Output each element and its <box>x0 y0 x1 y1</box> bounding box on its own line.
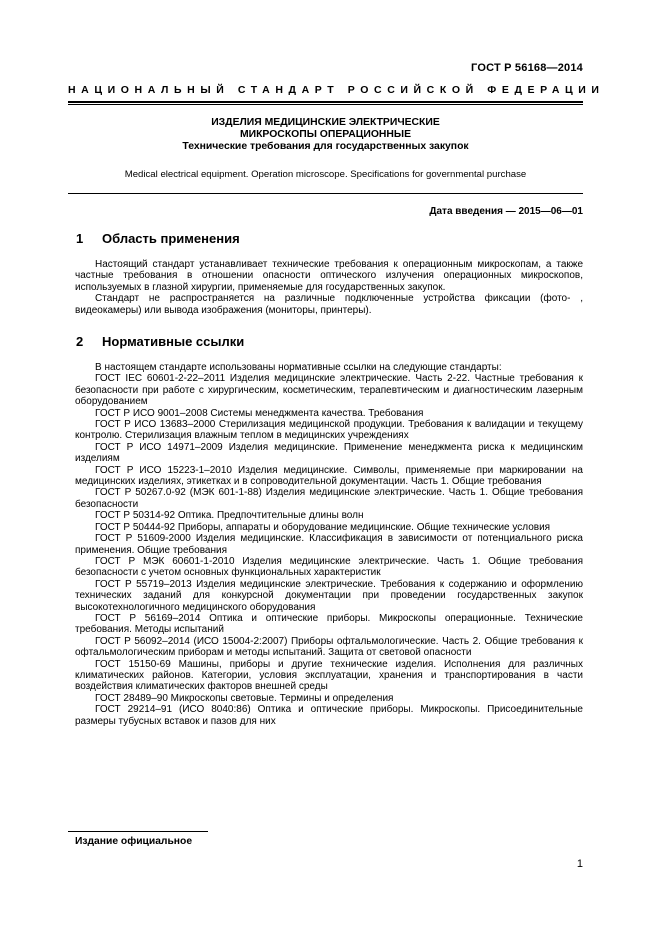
normative-reference: ГОСТ Р ИСО 15223-1–2010 Изделия медицинские. Символы, применяемые при маркировании на медицинских изделиях, этикетках и в сопроводительной документации. Часть 1. Общие требования <box>75 464 583 488</box>
document-title <box>68 117 583 154</box>
normative-reference: ГОСТ Р 51609-2000 Изделия медицинские. Классификация в зависимости от потенциального риска применения. Общие требования <box>75 533 583 556</box>
normative-reference: ГОСТ 28489–90 Микроскопы световые. Термины и определения <box>95 692 394 704</box>
normative-reference: ГОСТ Р ИСО 14971–2009 Изделия медицинские. Применение менеджмента риска к медицинским изделиям <box>75 441 583 465</box>
title-english: Medical electrical equipment. Operation microscope. Specifications for governmental purchase <box>124 169 527 180</box>
normative-reference: ГОСТ IEC 60601-2-22–2011 Изделия медицинские электрические. Часть 2-22. Частные требования к безопасности при работе с хирургическим, косметическим, терапевтическим и диагностическим лазерным оборудованием <box>75 373 583 408</box>
section-2-body <box>75 362 583 727</box>
section-1-number: 1 <box>76 231 84 246</box>
normative-reference: ГОСТ Р 56092–2014 (ИСО 15004-2:2007) Приборы офтальмологические. Часть 2. Общие требования к офтальмологическим приборам и методы испытаний. Защита от световой опасности <box>75 635 583 659</box>
title-rule <box>68 193 583 194</box>
section-1-paragraph: Настоящий стандарт устанавливает технические требования к операционным микроскопам, а также частные требования в отношении опасности оптического излучения операционных микроскопов, используемых в глазной хирургии, применяемые для государственных закупок. <box>75 259 583 293</box>
national-standard-heading: НАЦИОНАЛЬНЫЙ СТАНДАРТ РОССИЙСКОЙ ФЕДЕРАЦИИ <box>68 84 605 96</box>
header-rule-thick <box>68 101 583 103</box>
section-2-title: Нормативные ссылки <box>102 334 245 349</box>
normative-reference: ГОСТ Р ИСО 9001–2008 Системы менеджмента качества. Требования <box>95 407 424 419</box>
header-rule-thin <box>68 104 583 105</box>
normative-reference: ГОСТ Р 56169–2014 Оптика и оптические приборы. Микроскопы операционные. Технические требования. Методы испытаний <box>75 612 583 636</box>
section-2-number: 2 <box>76 334 84 349</box>
date-of-introduction: Дата введения — 2015—06—01 <box>429 206 583 217</box>
section-1-paragraph: Стандарт не распространяется на различные подключенные устройства фиксации (фото- , видеокамеры) или вывода изображения (мониторы, принтеры). <box>75 293 583 316</box>
normative-reference: ГОСТ 29214–91 (ИСО 8040:86) Оптика и оптические приборы. Микроскопы. Присоединительные размеры тубусных вставок и пазов для них <box>75 704 583 727</box>
normative-reference: ГОСТ 15150-69 Машины, приборы и другие технические изделия. Исполнения для различных климатических районов. Категории, условия эксплуатации, хранения и транспортирования в части воздействия климатических факторов внешней среды <box>75 658 583 693</box>
normative-reference: ГОСТ Р ИСО 13683–2000 Стерилизация медицинской продукции. Требования к валидации и текущему контролю. Стерилизация влажным теплом в медицинских учреждениях <box>75 419 583 442</box>
official-edition-label: Издание официальное <box>75 836 193 847</box>
normative-reference: ГОСТ Р 50267.0-92 (МЭК 601-1-88) Изделия медицинские электрические. Часть 1. Общие требования безопасности <box>75 487 583 510</box>
section-2-heading <box>76 334 244 349</box>
normative-reference: В настоящем стандарте использованы нормативные ссылки на следующие стандарты: <box>95 362 502 373</box>
normative-reference: ГОСТ Р 50314-92 Оптика. Предпочтительные длины волн <box>95 510 364 522</box>
normative-reference: ГОСТ Р 50444-92 Приборы, аппараты и оборудование медицинские. Общие технические условия <box>95 521 551 533</box>
section-1-heading <box>76 231 240 246</box>
section-1-title: Область применения <box>102 231 240 246</box>
title-line-2: МИКРОСКОПЫ ОПЕРАЦИОННЫЕ <box>239 129 412 141</box>
normative-reference: ГОСТ Р 55719–2013 Изделия медицинские электрические. Требования к содержанию и оформлению технических заданий для конкурсной документации при проведении государственных закупок высокотехнологичного медицинского оборудования <box>75 578 583 613</box>
title-line-3: Технические требования для государственных закупок <box>182 141 469 153</box>
title-line-1: ИЗДЕЛИЯ МЕДИЦИНСКИЕ ЭЛЕКТРИЧЕСКИЕ <box>211 117 440 128</box>
footer-rule <box>68 831 208 832</box>
gost-code: ГОСТ Р 56168—2014 <box>471 62 583 74</box>
section-1-body <box>75 259 583 316</box>
page-number: 1 <box>576 858 583 870</box>
normative-reference: ГОСТ Р МЭК 60601-1-2010 Изделия медицинские электрические. Часть 1. Общие требования безопасности с учетом основных функциональных характеристик <box>75 555 583 579</box>
